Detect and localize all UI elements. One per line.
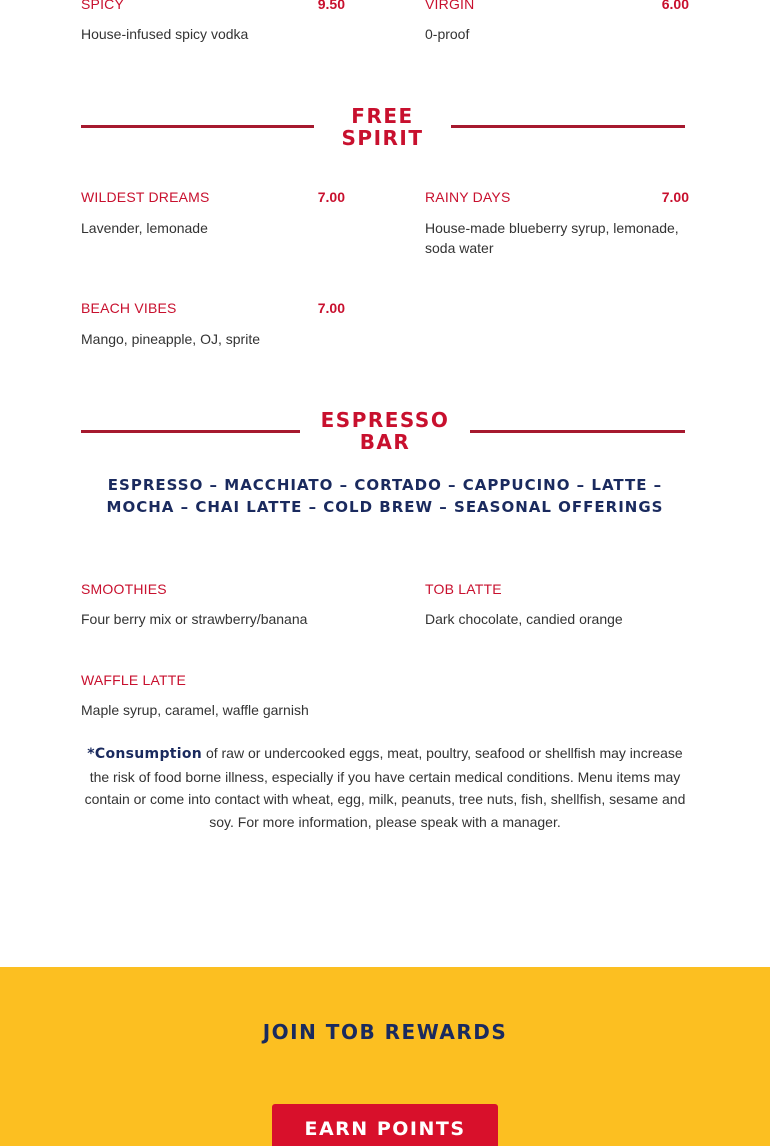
menu-item-name: WILDEST DREAMS xyxy=(81,189,210,205)
section-title-line: SPIRIT xyxy=(341,126,424,150)
allergen-disclaimer xyxy=(81,742,689,833)
espresso-offerings-line: ESPRESSO – MACCHIATO – CORTADO – CAPPUCINO – LATTE – xyxy=(107,476,663,494)
section-divider-right xyxy=(451,125,685,128)
section-title-line: ESPRESSO xyxy=(320,408,450,432)
section-divider-left xyxy=(81,125,314,128)
menu-item-name: SPICY xyxy=(81,0,125,12)
menu-item-description: House-made blueberry syrup, lemonade, soda water xyxy=(425,220,679,256)
section-divider-right xyxy=(470,430,685,433)
section-title-line: FREE xyxy=(351,104,414,128)
menu-item-description: Dark chocolate, candied orange xyxy=(425,611,623,627)
menu-item-price: 7.00 xyxy=(317,300,345,316)
rewards-title: JOIN TOB REWARDS xyxy=(262,1020,508,1044)
menu-item-description: Maple syrup, caramel, waffle garnish xyxy=(81,702,309,718)
menu-item-price: 9.50 xyxy=(317,0,345,12)
earn-points-button[interactable]: EARN POINTS xyxy=(272,1104,498,1146)
menu-item-description: Four berry mix or strawberry/banana xyxy=(81,611,308,627)
section-title-line: BAR xyxy=(359,430,411,454)
espresso-offerings-line: MOCHA – CHAI LATTE – COLD BREW – SEASONAL OFFERINGS xyxy=(106,498,664,516)
menu-item-price: 7.00 xyxy=(317,189,345,205)
disclaimer-text: of raw or undercooked eggs, meat, poultry, seafood or shellfish may increase the risk of food borne illness, especially if you have certain medical conditions. Menu items may contain or come into contact with wheat, egg, milk, peanuts, tree nuts, fish, shellfish, sesame and soy. For more information, please speak with a manager. xyxy=(84,745,686,830)
menu-item-price: 7.00 xyxy=(661,189,689,205)
disclaimer-lead: *Consumption xyxy=(87,746,203,762)
menu-item-name: TOB LATTE xyxy=(425,581,502,597)
menu-item-name: WAFFLE LATTE xyxy=(81,672,187,688)
menu-item-description: Mango, pineapple, OJ, sprite xyxy=(81,331,260,347)
menu-item-name: BEACH VIBES xyxy=(81,300,177,316)
section-title-free-spirit xyxy=(314,105,451,149)
menu-item-name: VIRGIN xyxy=(425,0,475,12)
menu-item-description: Lavender, lemonade xyxy=(81,220,208,236)
menu-item-name: SMOOTHIES xyxy=(81,581,167,597)
menu-item-description: 0-proof xyxy=(425,26,470,42)
menu-item-description: House-infused spicy vodka xyxy=(81,26,249,42)
section-title-espresso-bar xyxy=(300,409,470,453)
menu-item-name: RAINY DAYS xyxy=(425,189,511,205)
espresso-offerings xyxy=(81,474,689,518)
section-divider-left xyxy=(81,430,300,433)
menu-item-price: 6.00 xyxy=(661,0,689,12)
